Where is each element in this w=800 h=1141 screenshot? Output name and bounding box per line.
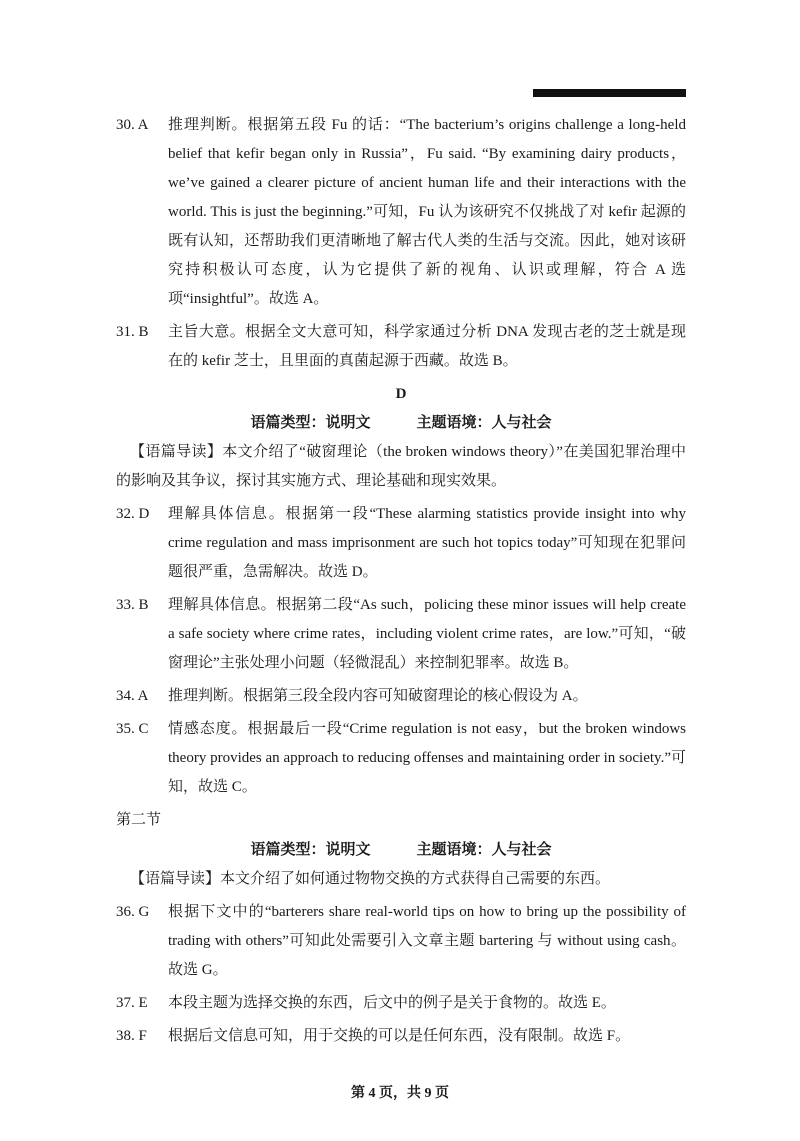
answer-number: 34. A	[116, 688, 149, 704]
answer-explanation: 本段主题为选择交换的东西，后文中的例子是关于食物的。故选 E。	[168, 995, 616, 1011]
answer-item-30	[116, 111, 686, 314]
section-heading	[116, 409, 686, 438]
answer-item-33	[116, 591, 686, 678]
answer-number: 33. B	[116, 597, 149, 613]
genre-label: 语篇类型：说明文	[250, 842, 371, 858]
theme-label: 主题语境：人与社会	[416, 842, 552, 858]
answer-item-31	[116, 318, 686, 376]
answer-explanation: 推理判断。根据第三段全段内容可知破窗理论的核心假设为 A。	[168, 688, 588, 704]
answer-explanation: 情感态度。根据最后一段“Crime regulation is not easy，but the broken windows theory provides an approach to reducing offenses and maintaining order in society.”可知，故选 C。	[168, 721, 686, 795]
answer-explanation: 理解具体信息。根据第一段“These alarming statistics provide insight into why crime regulation and mass imprisonment are such hot topics today”可知现在犯罪问题很严重，急需解决。故选 D。	[168, 506, 686, 580]
answer-explanation: 根据下文中的“barterers share real-world tips on how to bring up the possibility of trading with others”可知此处需要引入文章主题 bartering 与 without using cash。故选 G。	[168, 904, 686, 978]
answer-item-37	[116, 989, 686, 1018]
answer-explanation: 主旨大意。根据全文大意可知，科学家通过分析 DNA 发现古老的芝士就是现在的 kefir 芝士，且里面的真菌起源于西藏。故选 B。	[168, 324, 686, 369]
passage-intro: 【语篇导读】本文介绍了如何通过物物交换的方式获得自己需要的东西。	[130, 871, 611, 887]
answer-item-32	[116, 500, 686, 587]
answer-explanation: 根据后文信息可知，用于交换的可以是任何东西，没有限制。故选 F。	[168, 1028, 631, 1044]
answer-number: 32. D	[116, 506, 150, 522]
section-title: 第二节	[116, 812, 162, 828]
answer-item-34	[116, 682, 686, 711]
answer-number: 31. B	[116, 324, 149, 340]
answer-item-38	[116, 1022, 686, 1051]
answer-item-35	[116, 715, 686, 802]
answer-number: 36. G	[116, 904, 150, 920]
answer-number: 37. E	[116, 995, 148, 1011]
answer-number: 30. A	[116, 117, 149, 133]
answer-item-36	[116, 898, 686, 985]
header-bar	[533, 89, 686, 97]
page-content	[116, 0, 686, 1055]
section-heading	[116, 836, 686, 865]
page-number: 第 4 页，共 9 页	[351, 1086, 449, 1101]
theme-label: 主题语境：人与社会	[416, 415, 552, 431]
passage-intro: 【语篇导读】本文介绍了“破窗理论（the broken windows theory）”在美国犯罪治理中的影响及其争议，探讨其实施方式、理论基础和现实效果。	[116, 444, 686, 489]
answer-number: 35. C	[116, 721, 149, 737]
genre-label: 语篇类型：说明文	[250, 415, 371, 431]
answer-explanation: 推理判断。根据第五段 Fu 的话：“The bacterium’s origins challenge a long-held belief that kefir began only in Russia”，Fu said. “By examining dairy products，we’ve gained a clearer picture of ancient human life and their interactions with the world. This is just the beginning.”可知，Fu 认为该研究不仅挑战了对 kefir 起源的既有认知，还帮助我们更清晰地了解古代人类的生活与交流。因此，她对该研究持积极认可态度，认为它提供了新的视角、认识或理解，符合 A 选项“insightful”。故选 A。	[168, 117, 686, 307]
section-letter: D	[395, 386, 407, 402]
answer-number: 38. F	[116, 1028, 147, 1044]
answer-explanation: 理解具体信息。根据第二段“As such，policing these minor issues will help create a safe society where crime rates，including violent crime rates，are low.”可知，“破窗理论”主张处理小问题（轻微混乱）来控制犯罪率。故选 B。	[168, 597, 686, 671]
